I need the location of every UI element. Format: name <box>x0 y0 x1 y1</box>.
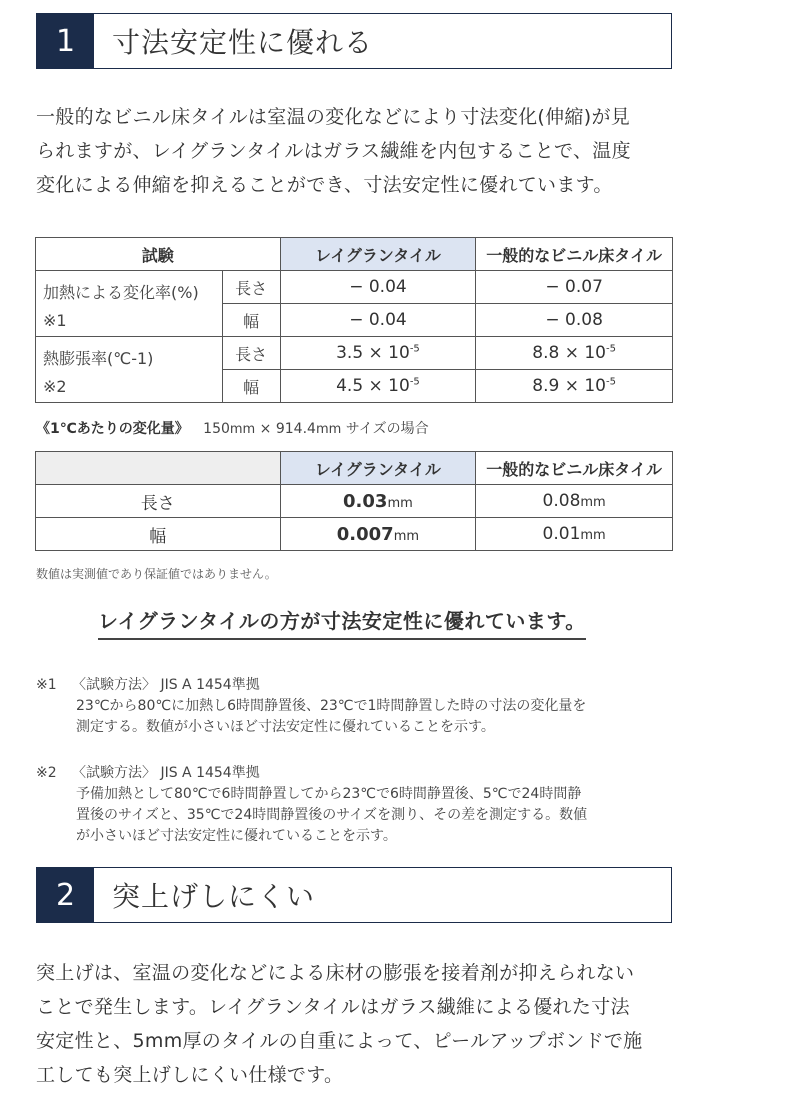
value-number: 0.08 <box>542 491 581 511</box>
value-exponent: -5 <box>409 343 420 355</box>
value-cell <box>476 485 673 518</box>
footnote-body <box>36 696 676 738</box>
row-label: 長さ <box>36 485 281 518</box>
caption-title: 《1℃あたりの変化量》 <box>36 421 189 437</box>
section-2-number: 2 <box>37 868 94 922</box>
sub-label: 幅 <box>222 304 280 337</box>
value-number: 0.01 <box>542 524 581 544</box>
group-note-mark: ※2 <box>43 377 67 396</box>
footnote-method: 〈試験方法〉 JIS A 1454準拠 <box>72 765 260 781</box>
table-header-row <box>36 452 673 485</box>
section-1-number: 1 <box>37 14 94 68</box>
table-row <box>36 485 673 518</box>
paragraph-line: 一般的なビニル床タイルは室温の変化などにより寸法変化(伸縮)が見 <box>36 106 631 128</box>
value-number: 0.007 <box>336 523 394 545</box>
value-base: 8.9 × 10 <box>532 376 607 396</box>
footnote-mark: ※1 <box>36 677 57 693</box>
value-unit: mm <box>580 495 606 510</box>
group-label-text: 熱膨張率(℃-1) <box>43 349 154 368</box>
footnote-heading <box>36 763 676 784</box>
caption-unit: mm <box>229 422 256 437</box>
footnote-line: 23℃から80℃に加熱し6時間静置後、23℃で1時間静置した時の寸法の変化量を <box>76 698 587 714</box>
row-label: 幅 <box>36 518 281 551</box>
header-general-vinyl-tile: 一般的なビニル床タイル <box>476 452 673 485</box>
caption-unit: mm <box>315 422 342 437</box>
change-per-degree-caption <box>36 418 429 438</box>
value-cell <box>280 370 476 403</box>
header-test: 試験 <box>36 238 281 271</box>
value-cell <box>280 485 476 518</box>
group-label-text: 加熱による変化率(%) <box>43 283 199 302</box>
sub-label: 長さ <box>222 271 280 304</box>
footnote-method: 〈試験方法〉 JIS A 1454準拠 <box>72 677 260 693</box>
value-number: 0.03 <box>343 490 388 512</box>
caption-size-b: 914.4 <box>275 421 316 437</box>
value-cell <box>476 337 673 370</box>
table-row <box>36 518 673 551</box>
section-2-header <box>36 867 672 923</box>
header-general-vinyl-tile: 一般的なビニル床タイル <box>476 238 673 271</box>
paragraph-line: 変化による伸縮を抑えることができ、寸法安定性に優れています。 <box>36 174 613 196</box>
caption-size-a: 150 <box>203 421 230 437</box>
value-base: 3.5 × 10 <box>336 343 410 363</box>
sub-label: 長さ <box>222 337 280 370</box>
value-cell: − 0.08 <box>476 304 673 337</box>
conclusion-heading: レイグランタイルの方が寸法安定性に優れています。 <box>98 605 586 640</box>
table-row <box>36 271 673 304</box>
paragraph-line: ことで発生します。レイグランタイルはガラス繊維による優れた寸法 <box>36 996 630 1018</box>
group-label-expansion <box>36 337 223 403</box>
value-exponent: -5 <box>409 376 420 388</box>
table-header-row <box>36 238 673 271</box>
value-cell <box>280 337 476 370</box>
paragraph-line: られますが、レイグランタイルはガラス繊維を内包することで、温度 <box>36 140 631 162</box>
change-per-degree-table <box>35 451 673 551</box>
value-cell: − 0.07 <box>476 271 673 304</box>
group-label-heating <box>36 271 223 337</box>
value-cell <box>476 370 673 403</box>
section-1-title: 寸法安定性に優れる <box>112 26 374 59</box>
value-cell <box>476 518 673 551</box>
footnote-heading <box>36 675 676 696</box>
group-note-mark: ※1 <box>43 311 67 330</box>
caption-suffix: サイズの場合 <box>341 421 429 437</box>
section-2-title: 突上げしにくい <box>112 880 316 913</box>
footnote-1 <box>36 675 676 738</box>
table-row <box>36 337 673 370</box>
value-unit: mm <box>580 528 606 543</box>
paragraph-line: 工しても突上げしにくい仕様です。 <box>36 1064 344 1086</box>
disclaimer-text: 数値は実測値であり保証値ではありません。 <box>36 567 277 581</box>
paragraph-line: 安定性と、5mm厚のタイルの自重によって、ピールアップボンドで施 <box>36 1030 643 1052</box>
value-base: 8.8 × 10 <box>532 343 607 363</box>
value-cell: − 0.04 <box>280 271 476 304</box>
header-blank <box>36 452 281 485</box>
header-raiglan-tile: レイグランタイル <box>280 238 476 271</box>
value-unit: mm <box>387 495 413 511</box>
value-unit: mm <box>393 528 420 544</box>
footnote-line: が小さいほど寸法安定性に優れていることを示す。 <box>76 828 397 844</box>
sub-label: 幅 <box>222 370 280 403</box>
value-cell <box>280 518 476 551</box>
section-1-paragraph <box>36 100 676 202</box>
value-cell: − 0.04 <box>280 304 476 337</box>
section-1-header <box>36 13 672 69</box>
paragraph-line: 突上げは、室温の変化などによる床材の膨張を接着剤が抑えられない <box>36 962 635 984</box>
value-exponent: -5 <box>606 343 616 355</box>
footnote-line: 予備加熱として80℃で6時間静置してから23℃で6時間静置後、5℃で24時間静 <box>76 786 582 802</box>
header-raiglan-tile: レイグランタイル <box>280 452 476 485</box>
caption-times: × <box>255 421 276 437</box>
footnote-body <box>36 784 676 847</box>
value-exponent: -5 <box>606 376 616 388</box>
section-2-paragraph <box>36 956 676 1092</box>
value-base: 4.5 × 10 <box>336 376 410 396</box>
footnote-line: 置後のサイズと、35℃で24時間静置後のサイズを測り、その差を測定する。数値 <box>76 807 588 823</box>
footnote-2 <box>36 763 676 847</box>
footnote-line: 測定する。数値が小さいほど寸法安定性に優れていることを示す。 <box>76 719 495 735</box>
test-results-table <box>35 237 673 403</box>
footnote-mark: ※2 <box>36 765 57 781</box>
